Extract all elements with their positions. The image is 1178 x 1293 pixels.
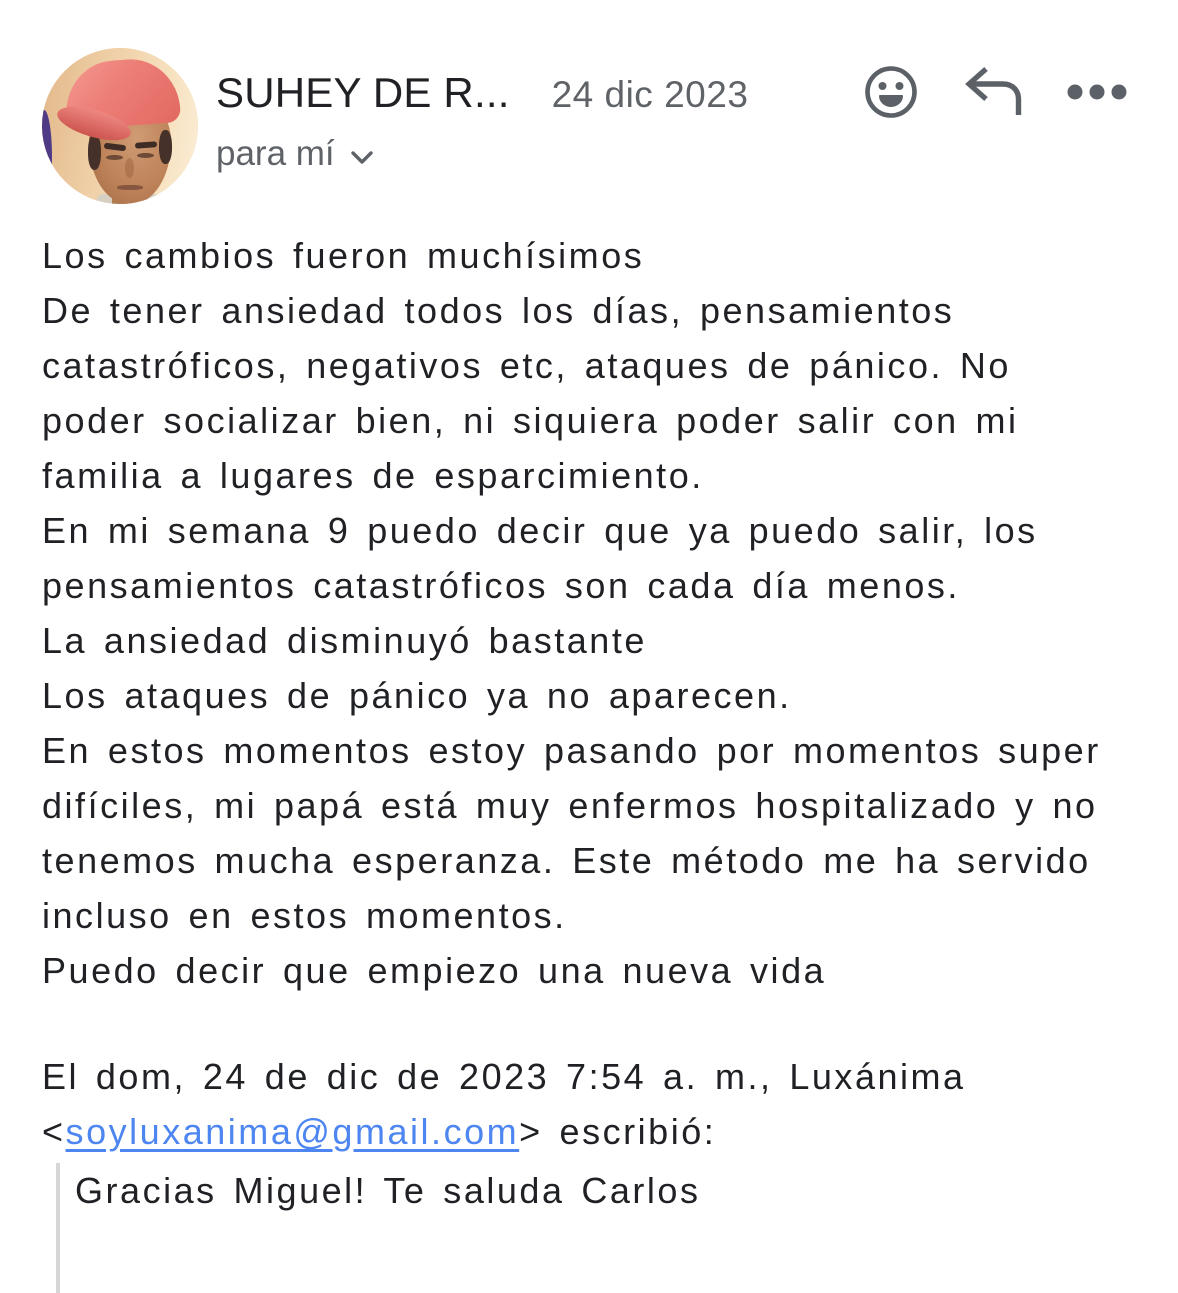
message-date: 24 dic 2023 — [551, 74, 749, 115]
quoted-message-block — [56, 1163, 1128, 1293]
sender-email-link[interactable]: soyluxanima@gmail.com — [65, 1111, 520, 1152]
quoted-text: Gracias Miguel! Te saluda Carlos — [75, 1170, 701, 1211]
attribution-bracket-open: < — [42, 1111, 66, 1152]
emoji-smile-icon — [862, 63, 920, 124]
avatar-nose — [125, 158, 134, 178]
reply-button[interactable] — [962, 64, 1024, 123]
body-paragraph: Los ataques de pánico ya no aparecen. — [42, 675, 792, 716]
chevron-down-icon — [350, 150, 374, 165]
body-paragraph: Los cambios fueron muchísimos — [42, 235, 645, 276]
body-paragraph: La ansiedad disminuyó bastante — [42, 620, 647, 661]
three-dots-icon — [1066, 83, 1128, 104]
body-paragraph: Puedo decir que empiezo una nueva vida — [42, 950, 827, 991]
reply-arrow-icon — [962, 64, 1024, 123]
more-options-button[interactable] — [1066, 83, 1128, 104]
avatar-mouth — [117, 185, 143, 190]
sender-row — [216, 64, 1128, 122]
recipient-label: para mí — [216, 134, 335, 173]
attribution-bracket-close: > — [519, 1111, 543, 1152]
avatar-sideburn-left — [88, 134, 101, 170]
body-paragraph: En estos momentos estoy pasando por momentos super difíciles, mi papá está muy enfermos hospitalizado y no tenemos mucha esperanza. Este método me ha servido incluso en estos momentos. — [42, 730, 1101, 936]
avatar-eye-left — [106, 155, 123, 160]
quoted-message-attribution — [42, 1049, 1128, 1159]
body-paragraph: De tener ansiedad todos los días, pensamientos catastróficos, negativos etc, ataques de pánico. No poder socializar bien, ni siquiera poder salir con mi familia a lugares de esparcimiento. — [42, 290, 1019, 496]
attribution-text: El dom, 24 de dic de 2023 7:54 a. m., Luxánima — [42, 1056, 966, 1097]
name-and-date — [216, 69, 748, 117]
avatar-eye-right — [137, 153, 154, 158]
emoji-reaction-button[interactable] — [862, 63, 920, 124]
email-header — [0, 0, 1178, 204]
recipient-details-toggle[interactable] — [216, 134, 374, 174]
attribution-suffix: escribió: — [542, 1111, 717, 1152]
header-action-icons — [862, 63, 1128, 124]
sender-name: SUHEY DE R... — [216, 69, 510, 116]
header-right-column — [216, 48, 1128, 174]
email-body — [42, 228, 1128, 1293]
body-paragraph: En mi semana 9 puedo decir que ya puedo salir, los pensamientos catastróficos son cada día menos. — [42, 510, 1038, 606]
sender-avatar[interactable] — [42, 48, 198, 204]
avatar-sideburn-right — [159, 130, 172, 164]
